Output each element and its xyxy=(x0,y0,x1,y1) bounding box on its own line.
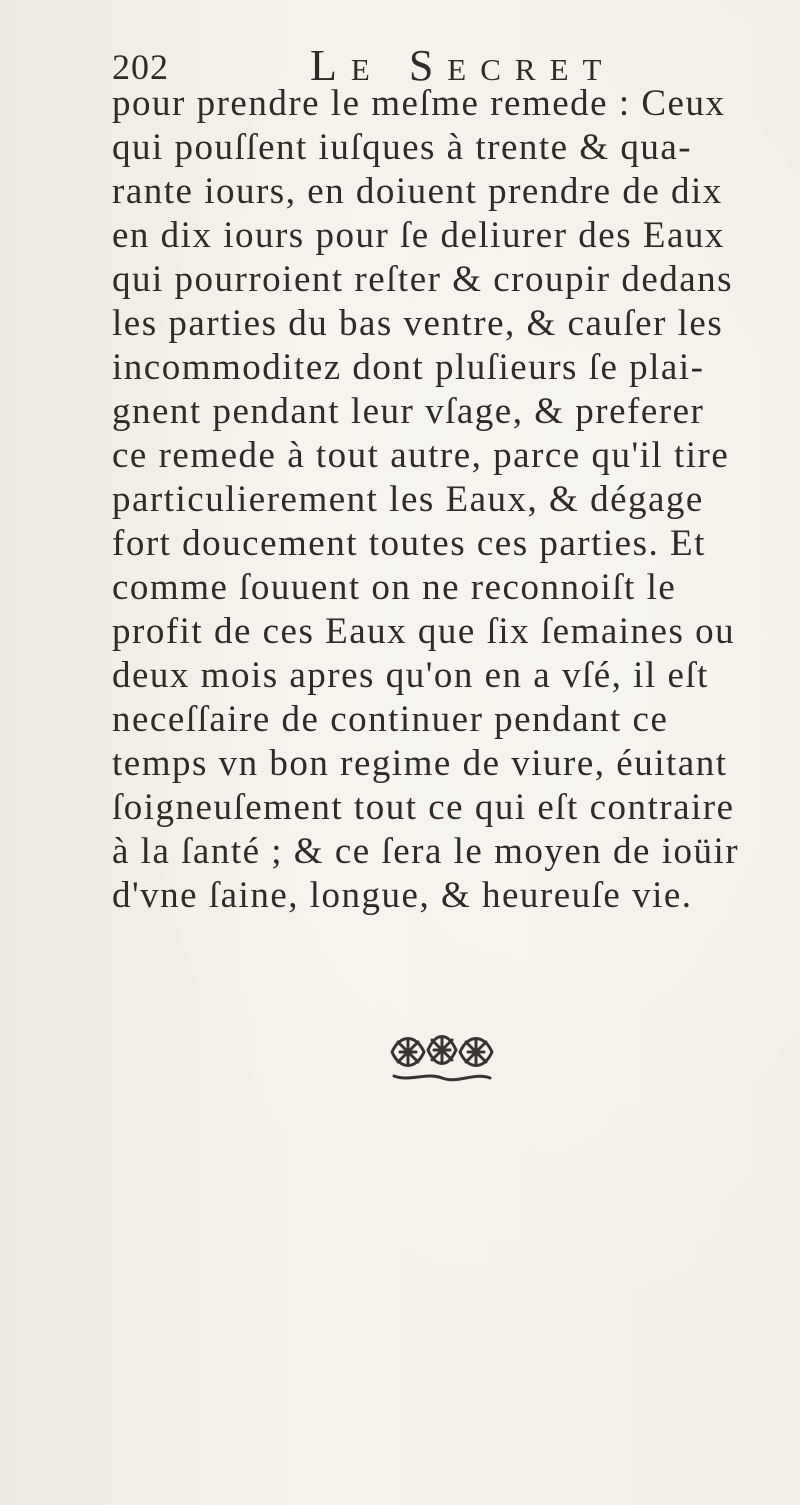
text-line: les parties du bas ventre, & cauſer les xyxy=(112,303,724,344)
text-line: incommoditez dont pluſieurs ſe plai- xyxy=(112,347,705,388)
text-line: à la ſanté ; & ce ſera le moyen de ioüir xyxy=(112,831,740,872)
text-line: ce remede à tout autre, parce qu'il tire xyxy=(112,435,730,476)
text-line: qui pourroient reſter & croupir dedans xyxy=(112,259,734,300)
fleuron-ornament-icon xyxy=(382,1022,502,1086)
text-line: gnent pendant leur vſage, & preferer xyxy=(112,391,705,432)
text-line: ſoigneuſement tout ce qui eſt contraire xyxy=(112,787,735,828)
text-line: pour prendre le meſme remede : Ceux xyxy=(112,83,726,124)
text-line: fort doucement toutes ces parties. Et xyxy=(112,523,706,564)
body-text xyxy=(112,82,792,918)
text-line: d'vne ſaine, longue, & heureuſe vie. xyxy=(112,875,693,916)
text-line: particulierement les Eaux, & dégage xyxy=(112,479,704,520)
text-line: temps vn bon regime de viure, éuitant xyxy=(112,743,728,784)
text-line: qui pouſſent iuſques à trente & qua- xyxy=(112,127,693,168)
text-line: deux mois apres qu'on en a vſé, il eſt xyxy=(112,655,709,696)
running-title: Le Secret xyxy=(310,41,616,90)
text-line: rante iours, en doiuent prendre de dix xyxy=(112,171,723,212)
page-number: 202 xyxy=(112,47,169,87)
text-line: en dix iours pour ſe deliurer des Eaux xyxy=(112,215,725,256)
text-line: comme ſouuent on ne reconnoiſt le xyxy=(112,567,677,608)
text-line: neceſſaire de continuer pendant ce xyxy=(112,699,669,740)
text-line: profit de ces Eaux que ſix ſemaines ou xyxy=(112,611,736,652)
